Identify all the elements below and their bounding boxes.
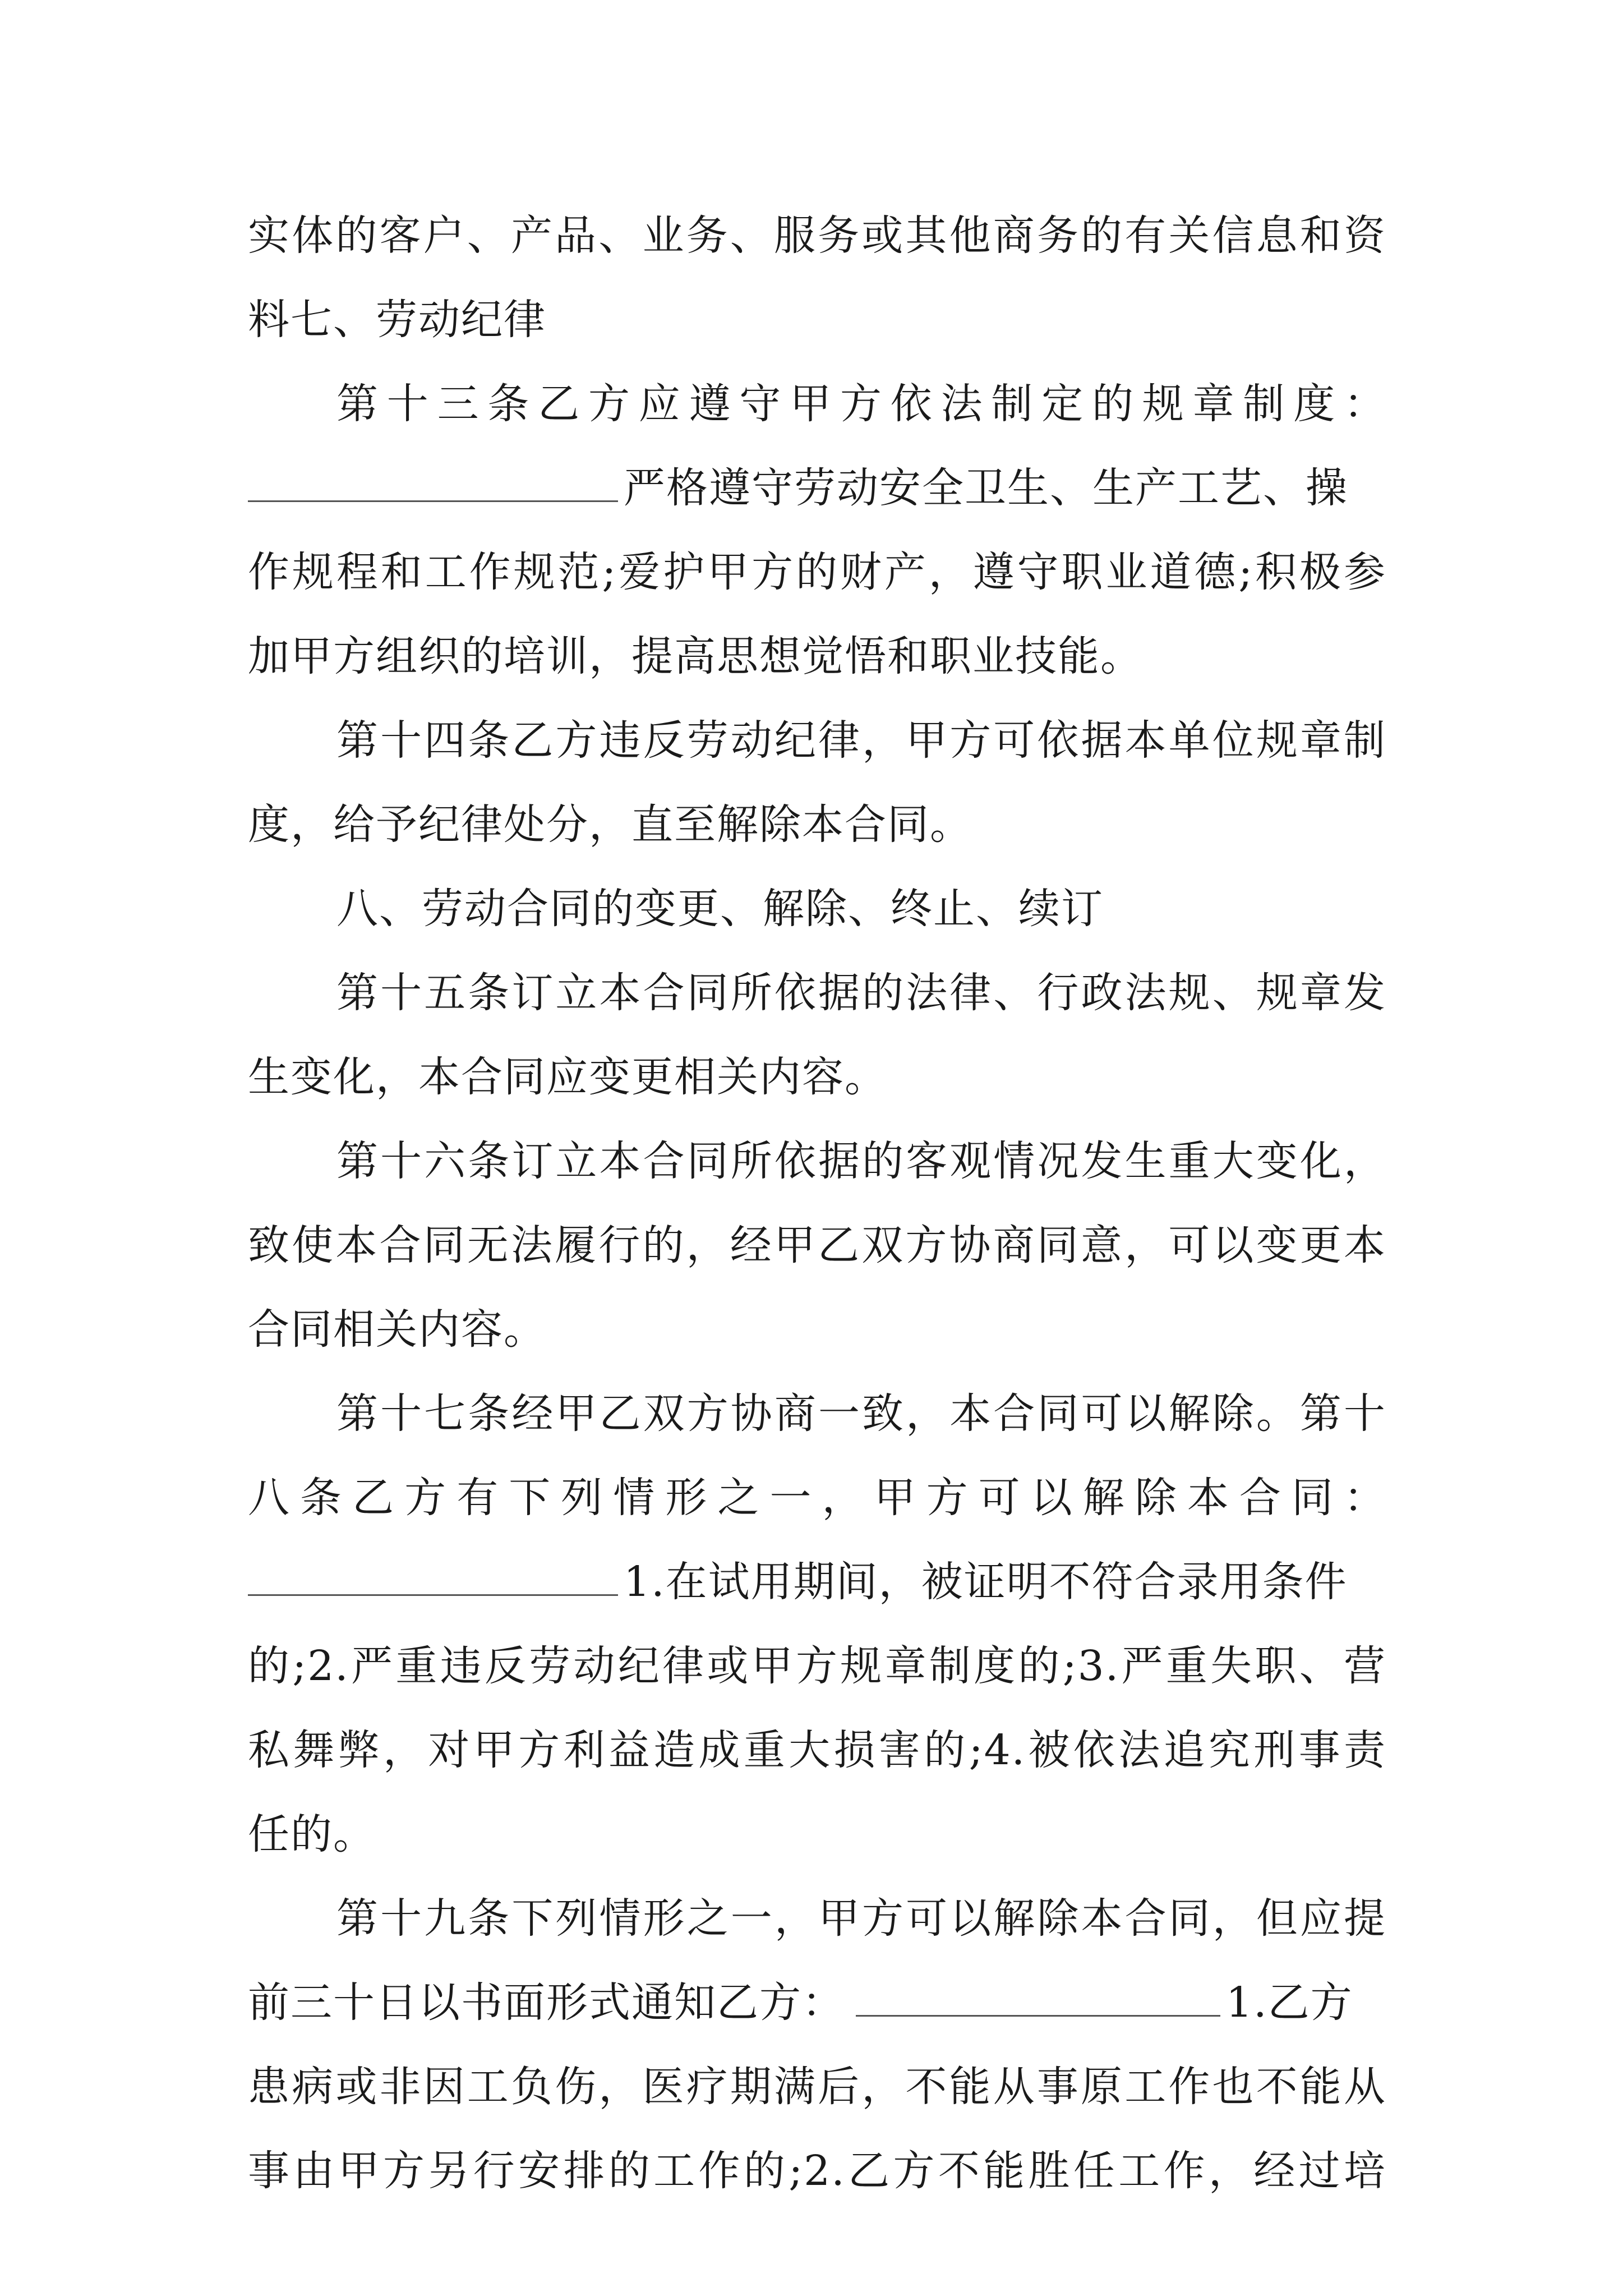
- section-heading-contract-changes: 八、劳动合同的变更、解除、终止、续订: [336, 885, 1104, 933]
- text-segment: 前三十日以书面形式通知乙方：: [248, 1978, 845, 2027]
- article-14-line: 第十四条乙方违反劳动纪律，甲方可依据本单位规章制: [336, 716, 1386, 765]
- text-line-with-blank: [248, 446, 1386, 530]
- text-line: 度，给予纪律处分，直至解除本合同。: [248, 800, 972, 849]
- article-15-line: 第十五条订立本合同所依据的法律、行政法规、规章发: [336, 969, 1386, 1017]
- article-18-line: 八条乙方有下列情形之一，甲方可以解除本合同：: [248, 1474, 1386, 1522]
- text-segment: 1.乙方: [1226, 1978, 1353, 2027]
- text-line: 的;2.严重违反劳动纪律或甲方规章制度的;3.严重失职、营: [248, 1642, 1386, 1690]
- text-line: 致使本合同无法履行的，经甲乙双方协商同意，可以变更本: [248, 1221, 1386, 1269]
- text-line: 加甲方组织的培训，提高思想觉悟和职业技能。: [248, 632, 1143, 680]
- text-line-with-blank: [248, 1540, 1386, 1624]
- text-line: 私舞弊，对甲方利益造成重大损害的;4.被依法追究刑事责: [248, 1726, 1386, 1774]
- article-16-line: 第十六条订立本合同所依据的客观情况发生重大变化，: [336, 1137, 1386, 1185]
- text-line: 作规程和工作规范;爱护甲方的财产，遵守职业道德;积极参: [248, 548, 1386, 596]
- fill-in-blank: [248, 1561, 618, 1596]
- section-heading-labor-discipline: 料七、劳动纪律: [248, 296, 546, 344]
- text-segment: 严格遵守劳动安全卫生、生产工艺、操: [624, 464, 1348, 512]
- article-19-line: 第十九条下列情形之一，甲方可以解除本合同，但应提: [336, 1894, 1386, 1943]
- fill-in-blank: [248, 467, 618, 502]
- article-17-line: 第十七条经甲乙双方协商一致，本合同可以解除。第十: [336, 1389, 1386, 1438]
- text-segment: 1.在试用期间，被证明不符合录用条件: [624, 1558, 1348, 1606]
- article-13-line: 第十三条乙方应遵守甲方依法制定的规章制度：: [336, 380, 1386, 428]
- text-line: 患病或非因工负伤，医疗期满后，不能从事原工作也不能从: [248, 2063, 1386, 2111]
- text-line: 合同相关内容。: [248, 1305, 546, 1354]
- text-line: 任的。: [248, 1810, 376, 1858]
- text-line: 实体的客户、产品、业务、服务或其他商务的有关信息和资: [248, 211, 1386, 260]
- text-line-with-blank: [248, 1961, 1386, 2045]
- text-line: 生变化，本合同应变更相关内容。: [248, 1053, 887, 1101]
- text-line: 事由甲方另行安排的工作的;2.乙方不能胜任工作，经过培: [248, 2147, 1386, 2195]
- fill-in-blank: [856, 1981, 1220, 2017]
